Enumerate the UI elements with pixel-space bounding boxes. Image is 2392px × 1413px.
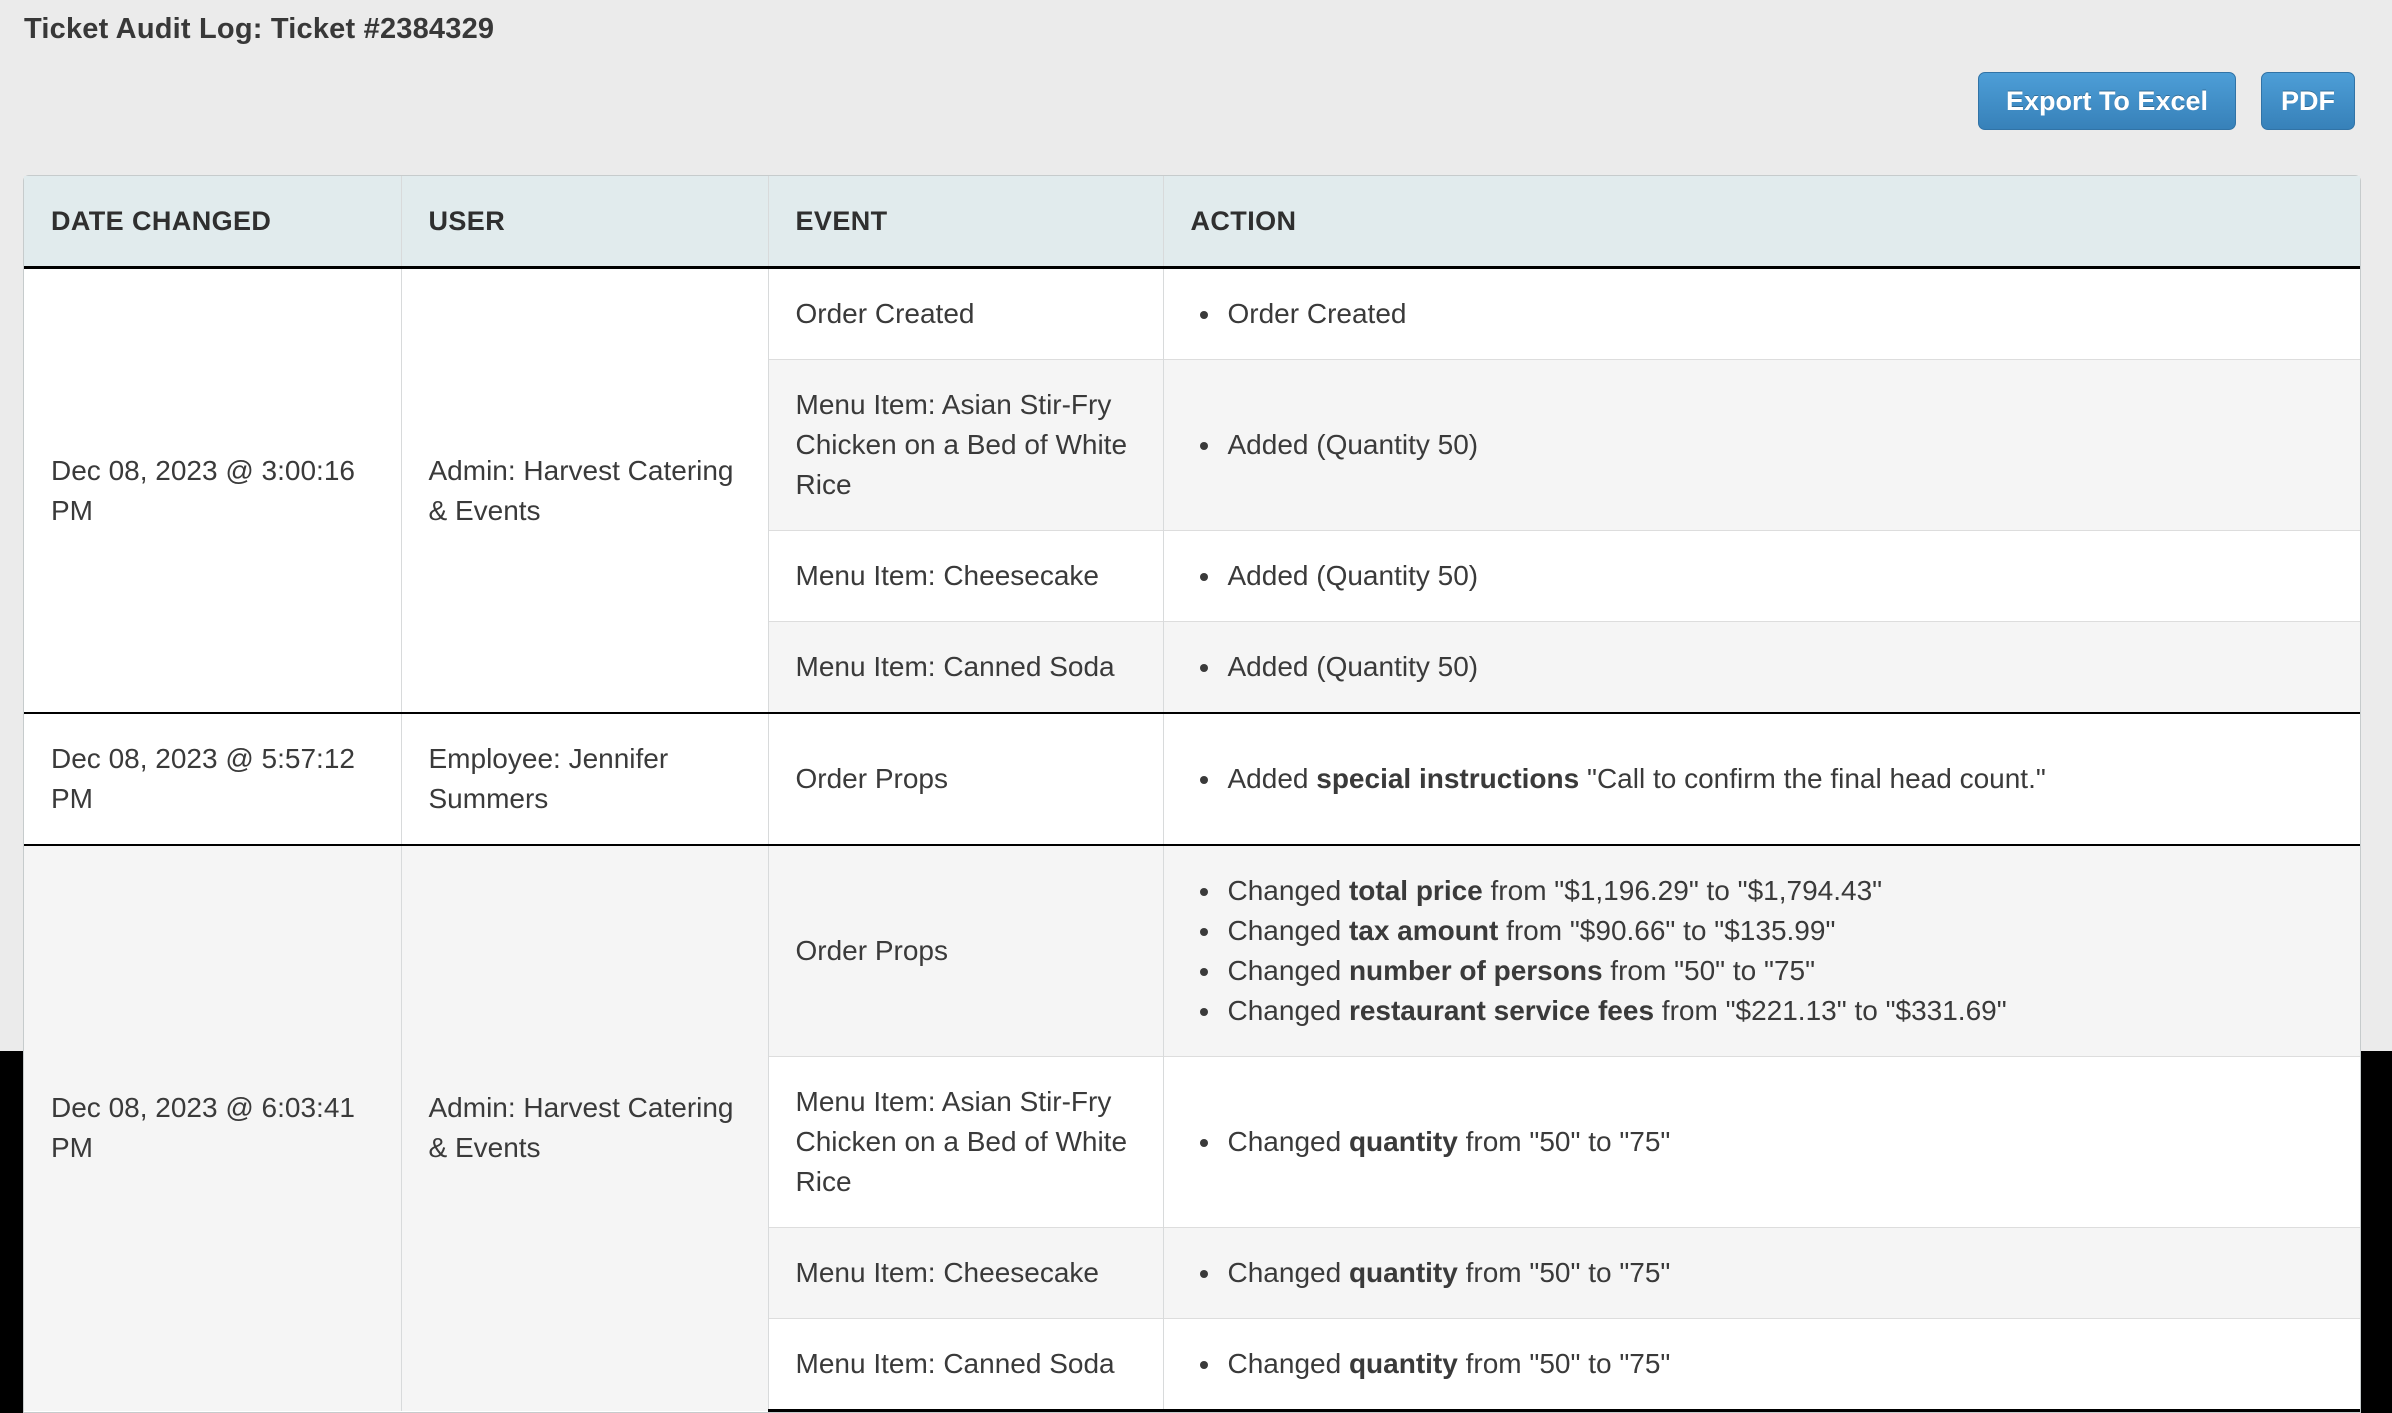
header-row [24,176,2360,268]
audit-table-header [24,176,2360,268]
audit-table-body [24,268,2360,1411]
date-changed-cell: Dec 08, 2023 @ 3:00:16 PM [24,268,401,714]
audit-row [24,713,2360,845]
event-cell: Order Created [768,268,1163,360]
action-item: • Changed quantity from "50" to "75" [1223,1122,2334,1162]
event-cell: Menu Item: Cheesecake [768,1228,1163,1319]
action-item: • Changed total price from "$1,196.29" to "$1,794.43" [1223,871,2334,911]
action-list [1191,871,2334,1031]
action-item: • Added (Quantity 50) [1223,556,2334,596]
action-cell [1163,360,2360,531]
action-cell [1163,622,2360,714]
action-list [1191,647,2334,687]
audit-row [24,845,2360,1057]
action-item: • Added special instructions "Call to confirm the final head count." [1223,759,2334,799]
action-list [1191,1122,2334,1162]
audit-row [24,268,2360,360]
action-cell [1163,1228,2360,1319]
action-cell [1163,713,2360,845]
action-item: • Added (Quantity 50) [1223,647,2334,687]
action-list [1191,1253,2334,1293]
date-changed-cell: Dec 08, 2023 @ 6:03:41 PM [24,845,401,1411]
action-item: • Added (Quantity 50) [1223,425,2334,465]
date-changed-cell: Dec 08, 2023 @ 5:57:12 PM [24,713,401,845]
action-item: • Changed number of persons from "50" to "75" [1223,951,2334,991]
column-header-user: USER [401,176,768,268]
event-cell: Menu Item: Asian Stir-Fry Chicken on a Bed of White Rice [768,1057,1163,1228]
pdf-button[interactable]: PDF [2261,72,2355,130]
action-cell [1163,268,2360,360]
toolbar [1978,72,2355,130]
action-cell [1163,845,2360,1057]
action-list [1191,294,2334,334]
action-list [1191,759,2334,799]
action-item: • Changed quantity from "50" to "75" [1223,1253,2334,1293]
user-cell: Admin: Harvest Catering & Events [401,268,768,714]
audit-table [24,176,2360,1412]
export-to-excel-button[interactable]: Export To Excel [1978,72,2236,130]
action-item: • Changed restaurant service fees from "$221.13" to "$331.69" [1223,991,2334,1031]
column-header-event: EVENT [768,176,1163,268]
action-list [1191,556,2334,596]
action-cell [1163,1319,2360,1411]
event-cell: Order Props [768,845,1163,1057]
event-cell: Menu Item: Canned Soda [768,622,1163,714]
action-list [1191,425,2334,465]
audit-table-container [23,175,2361,1413]
action-item: • Order Created [1223,294,2334,334]
user-cell: Admin: Harvest Catering & Events [401,845,768,1411]
event-cell: Menu Item: Asian Stir-Fry Chicken on a Bed of White Rice [768,360,1163,531]
action-list [1191,1344,2334,1384]
action-item: • Changed quantity from "50" to "75" [1223,1344,2334,1384]
user-cell: Employee: Jennifer Summers [401,713,768,845]
event-cell: Menu Item: Cheesecake [768,531,1163,622]
action-item: • Changed tax amount from "$90.66" to "$135.99" [1223,911,2334,951]
page-title: Ticket Audit Log: Ticket #2384329 [24,13,495,45]
event-cell: Order Props [768,713,1163,845]
event-cell: Menu Item: Canned Soda [768,1319,1163,1411]
action-cell [1163,531,2360,622]
action-cell [1163,1057,2360,1228]
column-header-action: ACTION [1163,176,2360,268]
column-header-date-changed: DATE CHANGED [24,176,401,268]
